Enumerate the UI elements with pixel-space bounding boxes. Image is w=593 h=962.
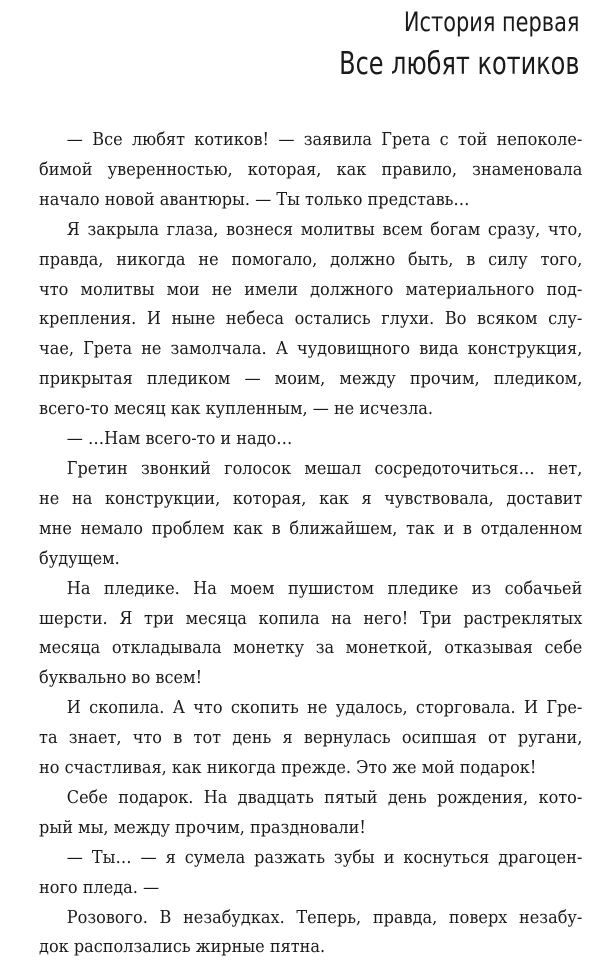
text-line: шерсти. Я три месяца копила на него! Три растреклятых [39, 607, 583, 629]
paragraph [14, 693, 582, 783]
text-line: — Все любят котиков! — заявила Грета с той непоколе- [66, 129, 583, 150]
text-line: Гретин звонкий голосок мешал сосредоточиться… нет, [66, 457, 583, 479]
text-line: будущем. [39, 547, 120, 569]
text-line: что молитвы мои не имели должного материального под- [39, 278, 583, 300]
text-line: буквально во всем! [39, 667, 203, 689]
text-line: мне немало проблем как в ближайшем, так и в отдаленном [39, 517, 583, 539]
chapter-header [300, 6, 579, 84]
paragraph [14, 843, 582, 903]
text-line: месяца откладывала монетку за монеткой, отказывая себе [39, 637, 583, 659]
text-line: И скопила. А что скопить не удалось, сторговала. И Гре- [66, 697, 583, 719]
text-line: Себе подарок. На двадцать пятый день рождения, кото- [66, 786, 583, 808]
text-line: правда, никогда не помогало, должно быть, в силу того, [39, 248, 583, 270]
text-line: бимой уверенностью, которая, как правило, знаменовала [39, 158, 583, 180]
paragraph [14, 783, 582, 843]
paragraph [14, 574, 582, 694]
text-line: ного пледа. — [39, 876, 160, 898]
text-line: Розового. В незабудках. Теперь, правда, поверх незабу- [66, 906, 583, 928]
chapter-text [14, 125, 582, 962]
text-line: крепления. И ныне небеса остались глухи. Во всяком слу- [39, 308, 583, 330]
text-line: рый мы, между прочим, праздновали! [39, 816, 366, 838]
text-line: не на конструкции, которая, как я чувствовала, доставит [39, 487, 583, 509]
text-line: — Ты… — я сумела разжать зубы и коснуться драгоцен- [66, 846, 583, 868]
text-line: Я закрыла глаза, вознеся молитвы всем богам сразу, что, [66, 218, 583, 240]
chapter-number: История первая [403, 7, 579, 38]
text-line: чае, Грета не замолчала. А чудовищного вида конструкция, [39, 338, 583, 360]
text-line: начало новой авантюры. — Ты только представь… [39, 188, 470, 210]
paragraph [14, 454, 582, 574]
text-line: док расползались жирные пятна. [39, 936, 326, 958]
paragraph [14, 215, 582, 424]
text-line: та знает, что в тот день я вернулась осипшая от ругани, [39, 727, 583, 749]
chapter-title: Все любят котиков [338, 46, 579, 82]
paragraph [14, 125, 582, 215]
text-line: — …Нам всего-то и надо… [66, 428, 293, 450]
text-line: На пледике. На моем пушистом пледике из собачьей [66, 577, 583, 599]
text-line: но счастливая, как никогда прежде. Это же мой подарок! [39, 757, 537, 779]
paragraph [14, 903, 582, 962]
text-line: всего-то месяц как купленным, — не исчезла. [39, 398, 434, 420]
text-line: прикрытая пледиком — моим, между прочим, пледиком, [39, 368, 583, 390]
paragraph [14, 424, 582, 454]
